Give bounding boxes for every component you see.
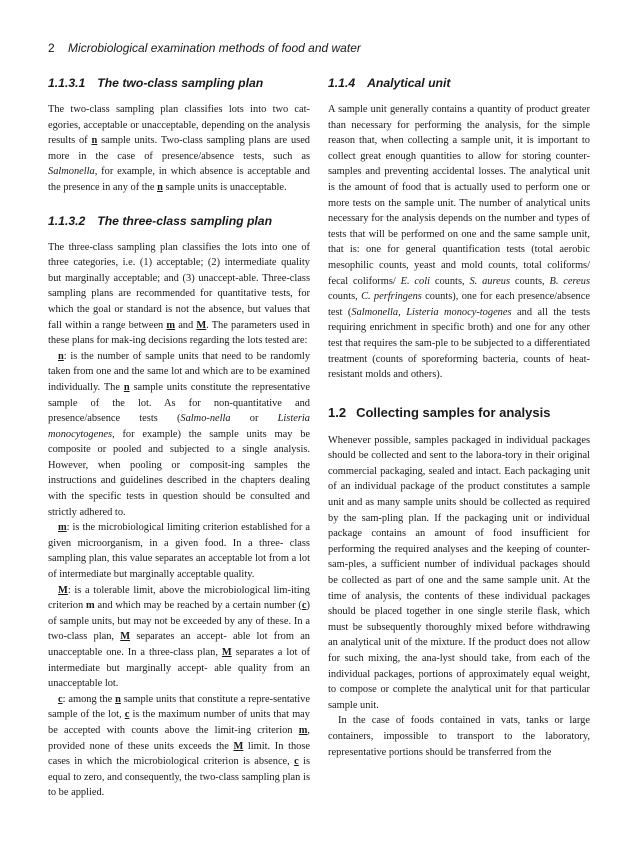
left-column bbox=[48, 76, 310, 801]
definition-n: n: is the number of sample units that need to be randomly taken from one and the same lot and which are to be examined individually. The n sample units constitute the representative sample of the lot. As for non-quantitative and presence/absence tests (Salmo-nella or Listeria monocytogenes, for example) the sample units may be composite or pooled and subjected to a single analysis. However, when pooling or composit-ing samples the instructions and guidelines described in the chapters dealing with the specific tests in question should be consulted and strictly adhered to. bbox=[48, 350, 311, 518]
section-heading-collecting-samples: 1.2 Collecting samples for analysis bbox=[328, 404, 551, 420]
right-column bbox=[328, 76, 590, 760]
paragraph-large-containers: In the case of foods contained in vats, tanks or large containers, impossible to transport to the laboratory, representative portions should be transferred from the bbox=[328, 715, 590, 758]
definition-c: c: among the n sample units that constitute a repre-sentative sample of the lot, c is the maximum number of units that may be accepted with counts above the limit-ing criterion m, provided none of these units exceeds the M limit. In those cases in which the microbiological criterion is absence, c is equal to zero, and consequently, the two-class sampling plan is to be applied. bbox=[48, 693, 311, 799]
paragraph-three-class: The three-class sampling plan classifies the lots into one of three categories, i.e. (1) acceptable; (2) intermediate quality but marginally acceptable; and (3) unaccept-able. Three-class sampling plans are recommended for quantitative tests, for which the goal or standard is not the absence, but values that fall within a range between m and M. The parameters used in these plans for mak-ing decisions regarding the lots tested are: bbox=[48, 241, 310, 347]
running-header bbox=[48, 41, 361, 55]
definition-m: m: is the microbiological limiting criterion established for a given microorganism, in a given food. In a three- class sampling plan, this value separates an acceptable lot from a lot of intermediate but marginally acceptable quality. bbox=[48, 522, 311, 581]
section-heading-analytical-unit: 1.1.4 Analytical unit bbox=[328, 76, 451, 90]
paragraph-analytical-unit: A sample unit generally contains a quantity of product greater than necessary for performing the analysis, for the simple reason that, when collecting a sample unit, it is important to collect great enough quantities to allow for storing counter-samples and preventing accidental losses. The analytical unit is the amount of food that is actually used to perform one or more tests on the sample unit. The number of analytical units necessary for the analysis depends on the number and types of tests that will be performed on one and the same sample unit, that is: one for general quantification tests (total aerobic mesophilic counts, yeast and mold counts, total coliforms/ fecal coliforms/ E. coli counts, S. aureus counts, B. cereus counts, C. perfringens counts), one for each presence/absence test (Salmonella, Listeria monocy-togenes and all the tests requiring enrichment in specific broth) and one for any other test that requires the sam-ple to be subjected to a differentiated treatment (counts of sporeforming bacteria, counts of heat-resistant molds and others). bbox=[328, 104, 591, 381]
running-title: Microbiological examination methods of food and water bbox=[68, 41, 361, 55]
section-heading-three-class: 1.1.3.2 The three-class sampling plan bbox=[48, 213, 273, 228]
definition-M: M: is a tolerable limit, above the microbiological lim-iting criterion m and which may be reached by a certain number (c) of sample units, but may not be exceeded by any of these. In a two-class plan, M separates an accept- able lot from an unacceptable one. In a three-class plan, M separates a lot of intermediate but marginally accept- able quality from an unacceptable lot. bbox=[48, 584, 311, 690]
paragraph-collecting-samples: Whenever possible, samples packaged in individual packages should be collected and sent to the labora-tory in their original commercial packaging, sealed and intact. Each packaging unit of an individual package of the product constitutes a sample unit and as many sample units should be collected as required by the sam-pling plan. If the packaging unit or individual package contains an amount of food insufficient for performing the required analyses and the keeping of counter-sam-ples, a sufficient number of individual packages should be collected as part of one and the same sample unit. At the time of analysis, the contents of these individual packages should be placed together in one single sterile flask, which must be subsequently thoroughly mixed before withdrawing an analytical unit of the mixture. If the product does not allow for such mixing, the ana-lyst should take, from each of the individual packages, portions of approximately equal weight, to compose or complete the analytical unit for that particular sample unit. bbox=[328, 434, 591, 711]
paragraph-two-class: The two-class sampling plan classifies lots into two cat- egories, acceptable or unacceptable, depending on the analysis results of n sample units. Two-class sampling plans are used more in the case of presence/absence tests, such as Salmonella, for example, in which absence is acceptable and the presence in any of the n sample units is unacceptable. bbox=[48, 104, 310, 193]
section-heading-two-class: 1.1.3.1 The two-class sampling plan bbox=[48, 76, 264, 90]
page-number: 2 bbox=[48, 41, 55, 55]
